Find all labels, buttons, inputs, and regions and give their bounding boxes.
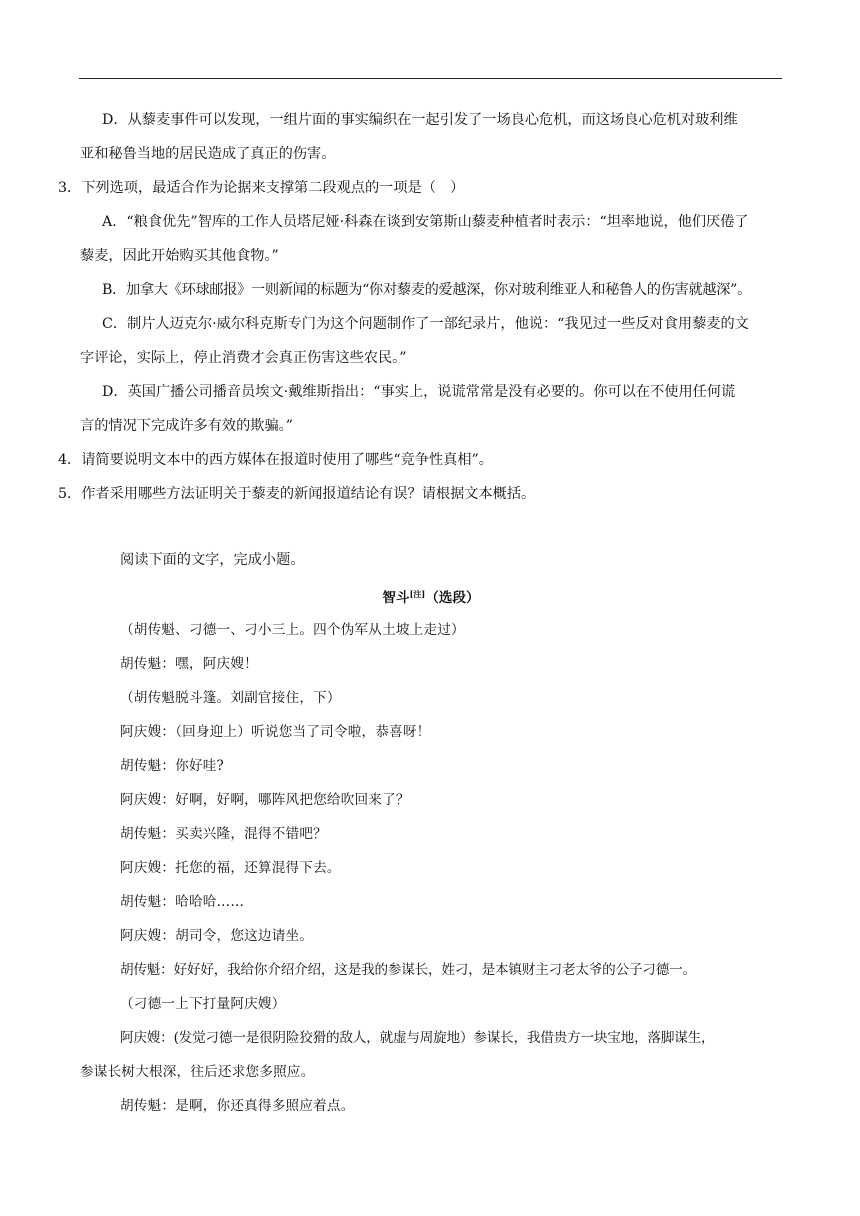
reading-instruction: 阅读下面的文字，完成小题。 xyxy=(120,552,305,568)
q4-stem: 4．请简要说明文本中的西方媒体在报道时使用了哪些“竞争性真相”。 xyxy=(58,452,493,468)
dialogue-line: 胡传魁：好好好，我给你介绍介绍，这是我的参谋长，姓刁，是本镇财主刁老太爷的公子刁德一。 xyxy=(120,962,696,978)
q3-stem: 3．下列选项，最适合作为论据来支撑第二段观点的一项是（ ） xyxy=(58,180,465,196)
dialogue-line: （刁德一上下打量阿庆嫂） xyxy=(120,996,286,1012)
q3-option-a-line1: A．“粮食优先”智库的工作人员塔尼娅·科森在谈到安第斯山藜麦种植者时表示：“坦率地说，他们厌倦了 xyxy=(102,214,749,230)
dialogue-line: 阿庆嫂：（回身迎上）听说您当了司令啦，恭喜呀！ xyxy=(120,724,431,740)
dialogue-line: 阿庆嫂：胡司令，您这边请坐。 xyxy=(120,928,314,944)
q2-option-d-line1: D．从藜麦事件可以发现，一组片面的事实编织在一起引发了一场良心危机，而这场良心危机对玻利维 xyxy=(102,112,738,128)
q3-option-d-line2: 言的情况下完成许多有效的欺骗。” xyxy=(80,418,293,434)
header-rule xyxy=(79,78,782,79)
q3-option-a-line2: 藜麦，因此开始购买其他食物。” xyxy=(80,248,279,264)
q3-option-c-line1: C．制片人迈克尔·威尔科克斯专门为这个问题制作了一部纪录片，他说：“我见过一些反对食用藜麦的文 xyxy=(102,316,749,332)
title-note: [注] xyxy=(409,589,426,599)
q3-option-d-line1: D．英国广播公司播音员埃文·戴维斯指出：“事实上，说谎常常是没有必要的。你可以在不使用任何谎 xyxy=(102,384,736,400)
dialogue-line: 阿庆嫂：好啊，好啊，哪阵风把您给吹回来了？ xyxy=(120,792,410,808)
q3-option-b: B．加拿大《环球邮报》一则新闻的标题为“你对藜麦的爱越深，你对玻利维亚人和秘鲁人的伤害就越深”。 xyxy=(102,282,751,298)
q5-stem: 5．作者采用哪些方法证明关于藜麦的新闻报道结论有误？请根据文本概括。 xyxy=(58,486,536,502)
dialogue-line: （胡传魁脱斗篷。刘副官接住，下） xyxy=(120,690,341,706)
dialogue-line: 胡传魁：是啊，你还真得多照应着点。 xyxy=(120,1098,355,1114)
dialogue-line: 阿庆嫂：(发觉刁德一是很阴险狡猾的敌人，就虚与周旋地）参谋长，我借贵方一块宝地，落脚谋生， xyxy=(120,1030,715,1046)
passage-title xyxy=(80,584,782,609)
dialogue-line: 阿庆嫂：托您的福，还算混得下去。 xyxy=(120,860,341,876)
q3-option-c-line2: 字评论，实际上，停止消费才会真正伤害这些农民。” xyxy=(80,350,407,366)
dialogue-line: 胡传魁：买卖兴隆，混得不错吧？ xyxy=(120,826,327,842)
dialogue-line: 胡传魁：嘿，阿庆嫂！ xyxy=(120,656,258,672)
q2-option-d-line2: 亚和秘鲁当地的居民造成了真正的伤害。 xyxy=(80,146,336,162)
dialogue-line: 胡传魁：你好哇? xyxy=(120,758,225,774)
dialogue-line: 胡传魁：哈哈哈…… xyxy=(120,894,245,910)
dialogue-line: 参谋长树大根深，往后还求您多照应。 xyxy=(80,1064,315,1080)
title-tail: （选段） xyxy=(425,590,480,606)
title-main: 智斗 xyxy=(382,590,410,606)
dialogue-line: （胡传魁、刁德一、刁小三上。四个伪军从土坡上走过） xyxy=(120,622,465,638)
